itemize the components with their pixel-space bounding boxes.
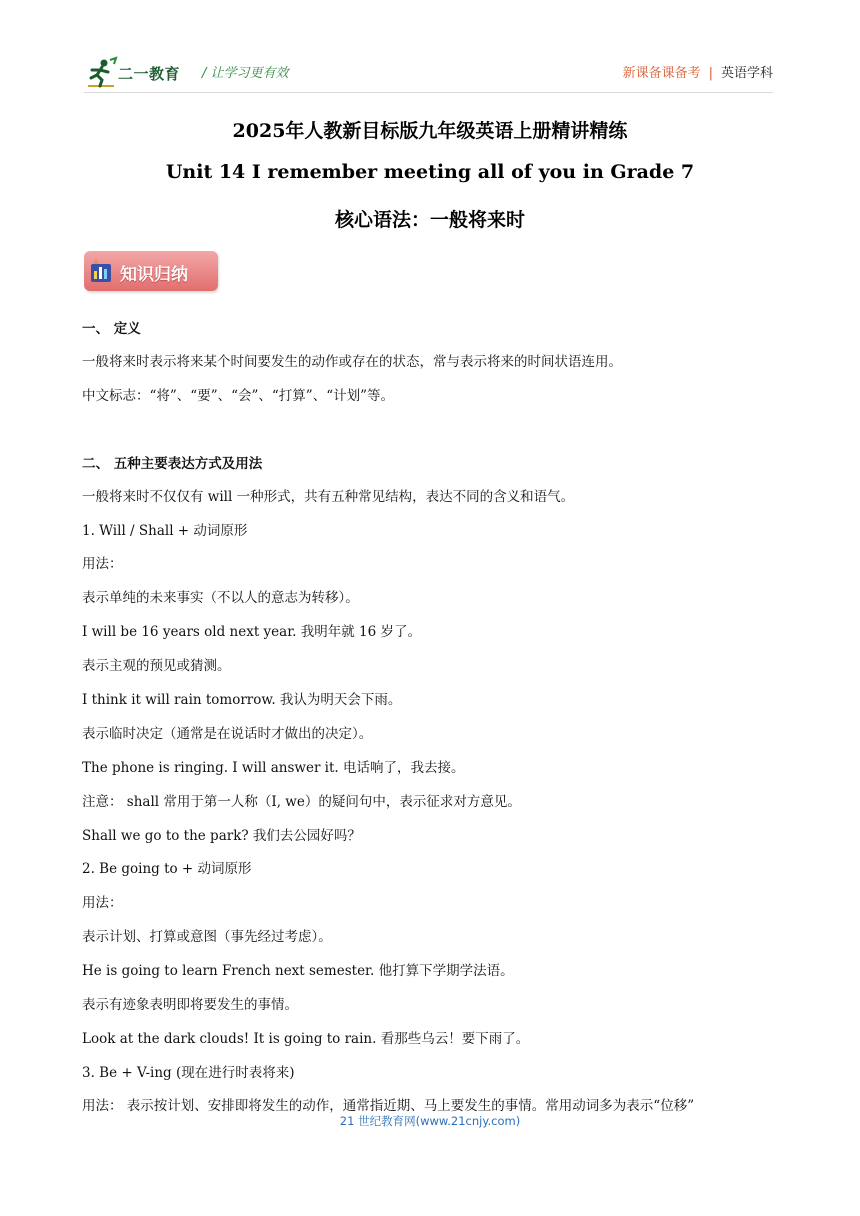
section-heading-forms: 二、 五种主要表达方式及用法 bbox=[82, 456, 263, 472]
page-header bbox=[0, 0, 860, 100]
usage-label: 用法： bbox=[82, 895, 123, 911]
example-sentence: I think it will rain tomorrow. 我认为明天会下雨。 bbox=[82, 692, 402, 708]
form-title-will: 1. Will / Shall + 动词原形 bbox=[82, 523, 248, 539]
form-title-be-going-to: 2. Be going to + 动词原形 bbox=[82, 861, 252, 877]
usage-item: 表示临时决定（通常是在说话时才做出的决定）。 bbox=[82, 726, 373, 742]
section-badge bbox=[84, 251, 218, 291]
example-sentence: Shall we go to the park? 我们去公园好吗？ bbox=[82, 828, 361, 844]
logo-text: 二一教育 bbox=[118, 65, 181, 83]
paragraph: 一般将来时表示将来某个时间要发生的动作或存在的状态，常与表示将来的时间状语连用。 bbox=[82, 354, 622, 370]
unit-title: Unit 14 I remember meeting all of you in Grade 7 bbox=[165, 161, 695, 183]
example-sentence: Look at the dark clouds! It is going to rain. 看那些乌云！要下雨了。 bbox=[82, 1031, 530, 1047]
usage-item: 表示主观的预见或猜测。 bbox=[82, 658, 231, 674]
course-tag: 新课备课备考 bbox=[622, 66, 701, 81]
header-divider bbox=[84, 92, 773, 93]
subject-label: 英语学科 bbox=[720, 66, 773, 81]
usage-item: 表示有迹象表明即将要发生的事情。 bbox=[82, 997, 298, 1013]
form-title-be-ving: 3. Be + V-ing (现在进行时表将来) bbox=[82, 1065, 295, 1081]
usage-label: 用法： bbox=[82, 556, 123, 572]
brand-logo bbox=[84, 56, 194, 90]
paragraph: 一般将来时不仅仅有 will 一种形式，共有五种常见结构，表达不同的含义和语气。 bbox=[82, 489, 575, 505]
example-sentence: I will be 16 years old next year. 我明年就 16 岁了。 bbox=[82, 624, 422, 640]
book-chart-icon bbox=[90, 258, 112, 284]
doc-title: 2025年人教新目标版九年级英语上册精讲精练 bbox=[232, 120, 628, 142]
header-right bbox=[623, 62, 773, 81]
usage-item: 表示单纯的未来事实（不以人的意志为转移）。 bbox=[82, 590, 359, 606]
example-sentence: He is going to learn French next semester. 他打算下学期学法语。 bbox=[82, 963, 514, 979]
usage-item: 表示计划、打算或意图（事先经过考虑）。 bbox=[82, 929, 332, 945]
section-heading-definition: 一、 定义 bbox=[82, 321, 141, 337]
badge-label: 知识归纳 bbox=[120, 265, 188, 285]
usage-item: 用法： 表示按计划、安排即将发生的动作，通常指近期、马上要发生的事情。常用动词多为表示“位移” bbox=[82, 1098, 695, 1114]
paragraph: 中文标志：“将”、“要”、“会”、“打算”、“计划”等。 bbox=[82, 388, 395, 404]
runner-icon bbox=[84, 56, 118, 90]
slogan: / 让学习更有效 bbox=[202, 66, 289, 81]
footer-source: 21 世纪教育网(www.21cnjy.com) bbox=[339, 1114, 521, 1128]
example-sentence: The phone is ringing. I will answer it. 电话响了，我去接。 bbox=[82, 760, 465, 776]
header-separator: | bbox=[708, 66, 713, 81]
grammar-title: 核心语法：一般将来时 bbox=[334, 209, 525, 231]
note: 注意： shall 常用于第一人称（I, we）的疑问句中，表示征求对方意见。 bbox=[82, 794, 521, 810]
